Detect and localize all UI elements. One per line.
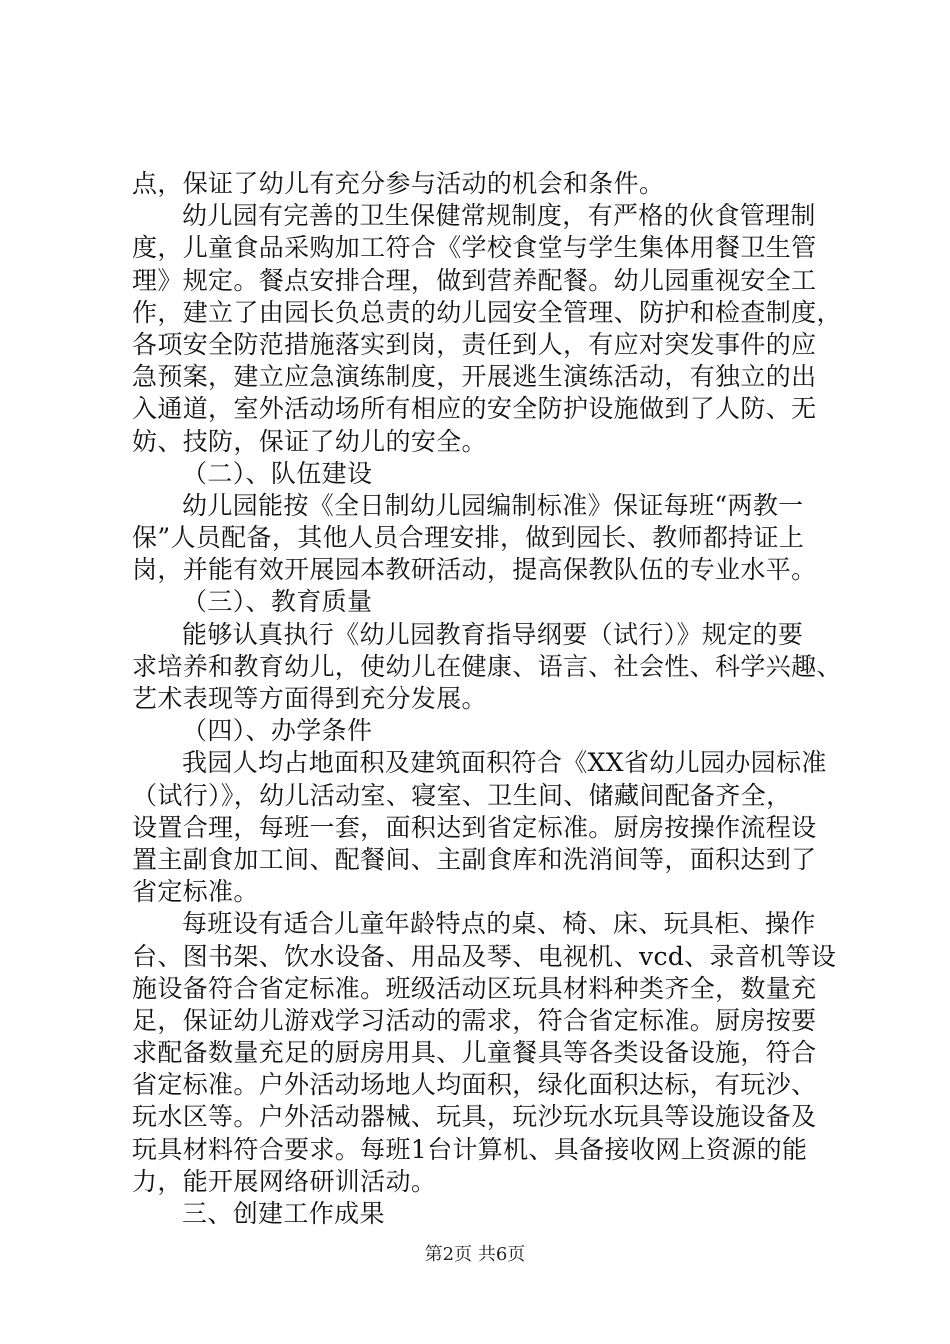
- text-line: 急预案，建立应急演练制度，开展逃生演练活动，有独立的出: [132, 362, 817, 392]
- page-footer: 第2页 共6页: [424, 1244, 526, 1265]
- text-line: 足，保证幼儿游戏学习活动的需求，符合省定标准。厨房按要: [132, 1005, 817, 1035]
- text-line: 求配备数量充足的厨房用具、儿童餐具等各类设备设施，符合: [132, 1038, 817, 1068]
- text-line: 设置合理，每班一套，面积达到省定标准。厨房按操作流程设: [132, 812, 817, 842]
- text-line: 置主副食加工间、配餐间、主副食库和洗消间等，面积达到了: [132, 844, 817, 874]
- text-line: 三、创建工作成果: [182, 1199, 385, 1228]
- text-line: 玩具材料符合要求。每班1台计算机、具备接收网上资源的能: [132, 1134, 808, 1164]
- text-line: 妨、技防，保证了幼儿的安全。: [132, 426, 487, 456]
- text-line: 岗，并能有效开展园本教研活动，提高保教队伍的专业水平。: [132, 555, 817, 585]
- text-line: 幼儿园有完善的卫生保健常规制度，有严格的伙食管理制: [182, 201, 816, 231]
- text-line: 入通道，室外活动场所有相应的安全防护设施做到了人防、无: [132, 394, 817, 424]
- text-line: 省定标准。: [132, 877, 259, 907]
- text-line: 能够认真执行《幼儿园教育指导纲要（试行）》规定的要: [182, 619, 804, 649]
- text-line: 台、图书架、饮水设备、用品及琴、电视机、vcd、录音机等设: [132, 941, 837, 971]
- text-line: 每班设有适合儿童年龄特点的桌、椅、床、玩具柜、操作: [182, 909, 816, 939]
- text-line: （四）、办学条件: [182, 716, 373, 746]
- text-line: 作，建立了由园长负总责的幼儿园安全管理、防护和检查制度，: [132, 297, 842, 327]
- text-line: 理》规定。餐点安排合理，做到营养配餐。幼儿园重视安全工: [132, 265, 817, 295]
- text-line: （三）、教育质量: [182, 587, 373, 617]
- text-line: 点，保证了幼儿有充分参与活动的机会和条件。: [132, 169, 665, 198]
- text-line: 施设备符合省定标准。班级活动区玩具材料种类齐全，数量充: [132, 973, 817, 1003]
- text-line: 玩水区等。户外活动器械、玩具，玩沙玩水玩具等设施设备及: [132, 1102, 817, 1132]
- text-line: 幼儿园能按《全日制幼儿园编制标准》保证每班“两教一: [182, 490, 804, 520]
- text-line: 求培养和教育幼儿，使幼儿在健康、语言、社会性、科学兴趣、: [132, 651, 842, 681]
- text-line: （试行）》，幼儿活动室、寝室、卫生间、储藏间配备齐全，: [132, 780, 792, 810]
- text-line: 力，能开展网络研训活动。: [132, 1166, 437, 1196]
- text-line: 艺术表现等方面得到充分发展。: [132, 684, 487, 713]
- text-line: 省定标准。户外活动场地人均面积，绿化面积达标，有玩沙、: [132, 1070, 817, 1100]
- text-line: 度，儿童食品采购加工符合《学校食堂与学生集体用餐卫生管: [132, 233, 817, 263]
- document-body: [132, 168, 842, 1230]
- text-line: 我园人均占地面积及建筑面积符合《XX省幼儿园办园标准: [182, 748, 827, 778]
- text-line: （二）、队伍建设: [182, 458, 373, 488]
- text-line: 各项安全防范措施落实到岗，责任到人，有应对突发事件的应: [132, 329, 817, 359]
- text-line: 保”人员配备，其他人员合理安排，做到园长、教师都持证上: [132, 523, 805, 553]
